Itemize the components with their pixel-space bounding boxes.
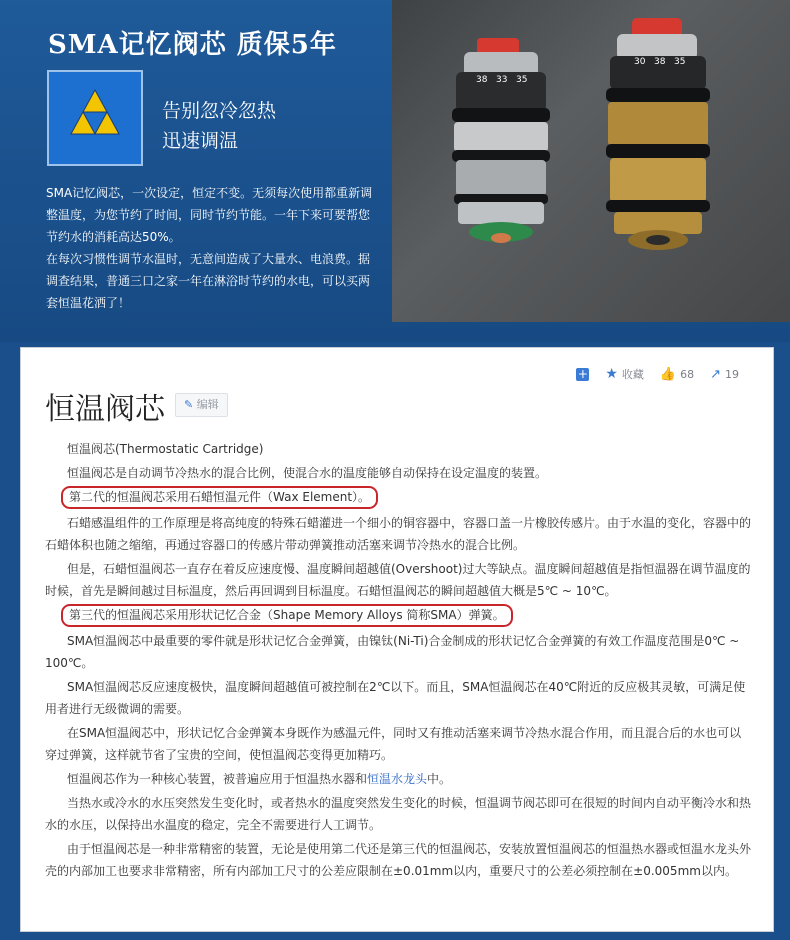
paragraph: 恒温阀芯是自动调节冷热水的混合比例，使混合水的温度能够自动保持在设定温度的装置。 — [67, 466, 548, 480]
paragraph: 当热水或冷水的水压突然发生变化时，或者热水的温度突然发生变化的时候，恒温调节阀芯即可在很短的时间内自动平衡冷水和热水的水压，以保持出水温度的稳定，完全不需要进行人工调节。 — [45, 796, 752, 832]
triforce-logo-icon — [47, 70, 143, 166]
dial-mark: 35 — [516, 75, 528, 85]
brass-cartridge-image — [606, 18, 710, 250]
paragraph-text: 恒温阀芯作为一种核心装置，被普遍应用于恒温热水器和 — [67, 772, 368, 786]
collect-button[interactable] — [605, 366, 644, 382]
pencil-icon: ✎ — [184, 398, 194, 411]
dial-mark: 33 — [496, 75, 508, 85]
encyclopedia-article — [20, 347, 774, 932]
share-icon: ↗ — [710, 366, 721, 382]
paragraph: SMA恒温阀芯反应速度极快，温度瞬间超越值可被控制在2℃以下。而且，SMA恒温阀芯在40℃附近的反应极其灵敏，可满足使用者进行无级微调的需要。 — [45, 680, 746, 716]
paragraph — [45, 768, 751, 790]
paragraph: 在SMA恒温阀芯中，形状记忆合金弹簧本身既作为感温元件，同时又有推动活塞来调节冷热水混合作用，而且混合后的水也可以穿过弹簧，这样就节省了宝贵的空间，使恒温阀芯变得更加精巧。 — [45, 726, 742, 762]
share-count: 19 — [725, 367, 739, 381]
product-photo — [392, 0, 790, 322]
edit-label: 编辑 — [196, 398, 219, 411]
slogan-line-1: 告别忽冷忽热 — [162, 100, 277, 122]
intro-paragraph: 在每次习惯性调节水温时，无意间造成了大量水、电浪费。据调查结果，普通三口之家一年在淋浴时节约的水电，可以买两套恒温花洒了！ — [46, 252, 371, 310]
like-button[interactable] — [660, 367, 694, 382]
thumbs-up-icon: 👍 — [659, 366, 677, 382]
like-count: 68 — [680, 367, 695, 381]
article-title: 恒温阀芯 — [45, 392, 165, 427]
article-actions — [576, 366, 739, 382]
highlighted-paragraph: 第三代的恒温阀芯采用形状记忆合金（Shape Memory Alloys 简称SMA）弹簧。 — [61, 604, 513, 627]
share-button[interactable] — [710, 367, 739, 382]
paragraph: 由于恒温阀芯是一种非常精密的装置，无论是使用第二代还是第三代的恒温阀芯，安装放置恒温阀芯的恒温热水器或恒温水龙头外壳的内部加工也要求非常精密，所有内部加工尺寸的公差应限制在±0.01mm以内，重要尺寸的公差必须控制在±0.005mm以内。 — [45, 842, 752, 878]
highlighted-paragraph: 第二代的恒温阀芯采用石蜡恒温元件（Wax Element）。 — [61, 486, 378, 509]
add-icon[interactable]: + — [577, 366, 588, 381]
dial-mark: 38 — [476, 75, 488, 85]
promo-banner — [0, 0, 790, 342]
paragraph: 但是，石蜡恒温阀芯一直存在着反应速度慢、温度瞬间超越值(Overshoot)过大等缺点。温度瞬间超越值是指恒温器在调节温度的时候，首先是瞬间越过目标温度，然后再回调到目标温度。石蜡恒温阀芯的瞬间超越值大概是5℃ ~ 10℃。 — [45, 562, 751, 598]
dial-mark: 30 — [634, 57, 646, 67]
collect-label: 收藏 — [621, 368, 644, 381]
dial-mark: 35 — [674, 57, 686, 67]
paragraph: 石蜡感温组件的工作原理是将高纯度的特殊石蜡灌进一个细小的铜容器中，容器口盖一片橡胶传感片。由于水温的变化，容器中的石蜡体积也随之缩缩，再通过容器口的传感片带动弹簧推动活塞来调节冷热水的混合比例。 — [45, 516, 752, 552]
banner-slogan — [162, 96, 276, 156]
paragraph: 恒温阀芯(Thermostatic Cartridge) — [67, 442, 264, 456]
silver-cartridge-image — [452, 38, 550, 243]
slogan-line-2: 迅速调温 — [162, 130, 239, 152]
article-body — [45, 438, 751, 884]
intro-paragraph: SMA记忆阀芯，一次设定，恒定不变。无须每次使用都重新调整温度，为您节约了时间，同时节约节能。一年下来可要帮您节约水的消耗高达50%。 — [46, 186, 373, 244]
banner-intro — [46, 182, 374, 314]
paragraph-text: 中。 — [427, 772, 452, 786]
edit-button[interactable] — [175, 393, 228, 417]
banner-headline: SMA记忆阀芯 质保5年 — [48, 30, 337, 60]
dial-mark: 38 — [654, 57, 666, 67]
faucet-link[interactable]: 恒温水龙头 — [367, 772, 428, 786]
paragraph: SMA恒温阀芯中最重要的零件就是形状记忆合金弹簧，由镍钛(Ni-Ti)合金制成的形状记忆合金弹簧的有效工作温度范围是0℃ ~ 100℃。 — [45, 634, 740, 670]
star-icon: ★ — [605, 366, 618, 382]
